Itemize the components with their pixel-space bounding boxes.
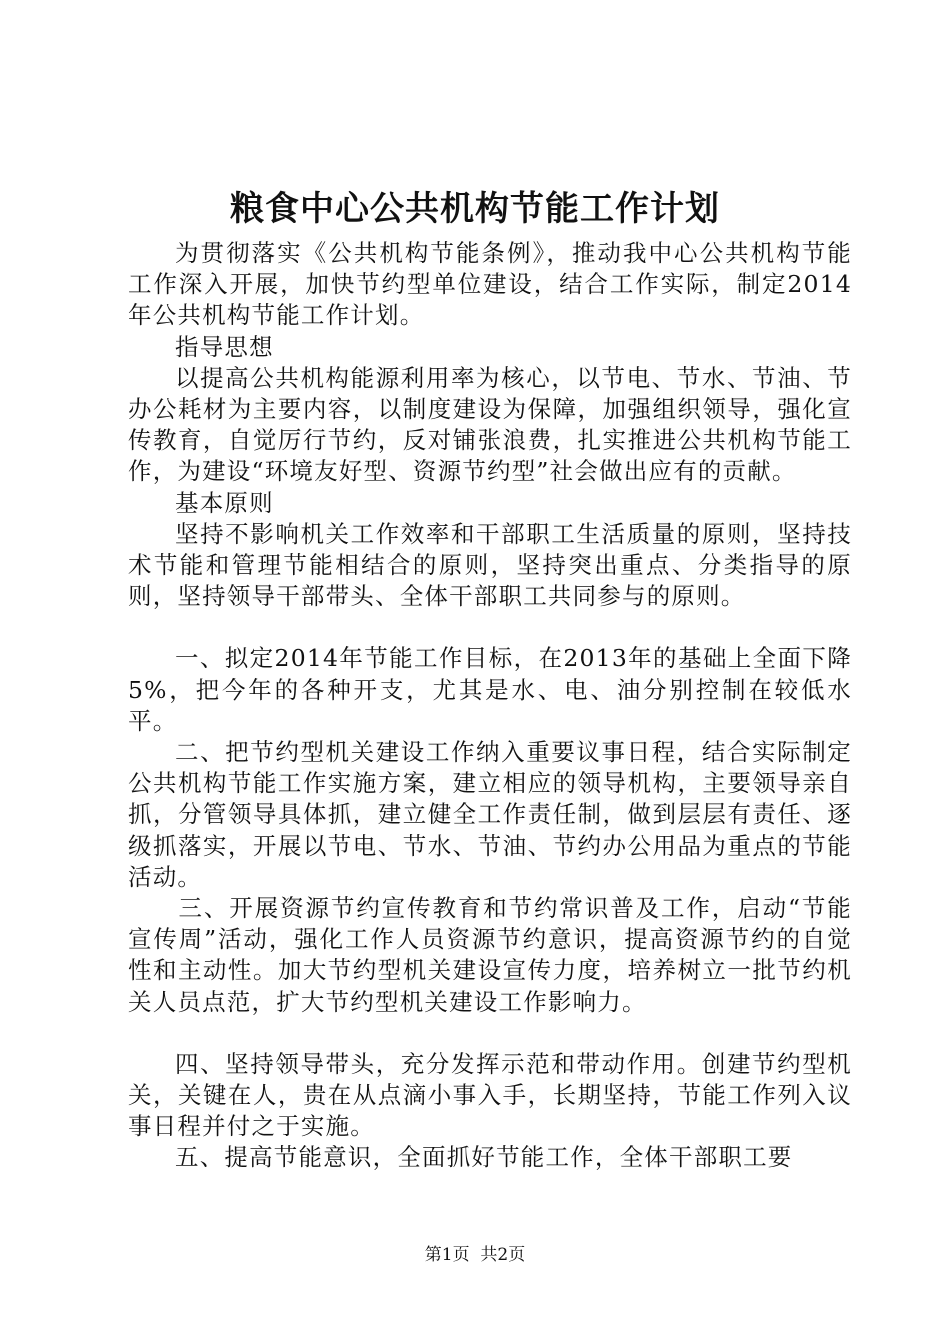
section-heading-guiding-thought: 指导思想 [175, 332, 274, 361]
item-three-paragraph: 三、开展资源节约宣传教育和节约常识普及工作，启动“节能宣传周”活动，强化工作人员资源节约意识，提高资源节约的自觉性和主动性。加大节约型机关建设宣传力度，培养树立一批节约机关人员点范，扩大节约型机关建设工作影响力。 [128, 894, 852, 1016]
item-four-paragraph: 四、坚持领导带头，充分发挥示范和带动作用。创建节约型机关，关键在人，贵在从点滴小事入手，长期坚持，节能工作列入议事日程并付之于实施。 [128, 1049, 852, 1141]
section-heading-basic-principles: 基本原则 [175, 488, 274, 517]
document-title: 粮食中心公共机构节能工作计划 [230, 189, 720, 229]
page-footer [0, 1244, 950, 1266]
guiding-thought-paragraph: 以提高公共机构能源利用率为核心，以节电、节水、节油、节办公耗材为主要内容，以制度建设为保障，加强组织领导，强化宣传教育，自觉厉行节约，反对铺张浪费，扎实推进公共机构节能工作，为建设“环境友好型、资源节约型”社会做出应有的贡献。 [128, 363, 852, 486]
page-total: 共2页 [480, 1245, 526, 1265]
intro-paragraph: 为贯彻落实《公共机构节能条例》，推动我中心公共机构节能工作深入开展，加快节约型单位建设，结合工作实际，制定2014年公共机构节能工作计划。 [128, 239, 852, 330]
basic-principles-paragraph: 坚持不影响机关工作效率和干部职工生活质量的原则，坚持技术节能和管理节能相结合的原则，坚持突出重点、分类指导的原则，坚持领导干部带头、全体干部职工共同参与的原则。 [128, 519, 852, 611]
item-one-paragraph: 一、拟定2014年节能工作目标，在2013年的基础上全面下降5%，把今年的各种开支，尤其是水、电、油分别控制在较低水平。 [128, 644, 852, 735]
page-number: 第1页 [424, 1245, 470, 1265]
item-two-paragraph: 二、把节约型机关建设工作纳入重要议事日程，结合实际制定公共机构节能工作实施方案，建立相应的领导机构，主要领导亲自抓，分管领导具体抓，建立健全工作责任制，做到层层有责任、逐级抓落实，开展以节电、节水、节油、节约办公用品为重点的节能活动。 [128, 738, 852, 891]
document-body [128, 238, 852, 1174]
item-five-paragraph: 五、提高节能意识，全面抓好节能工作，全体干部职工要 [175, 1143, 793, 1172]
